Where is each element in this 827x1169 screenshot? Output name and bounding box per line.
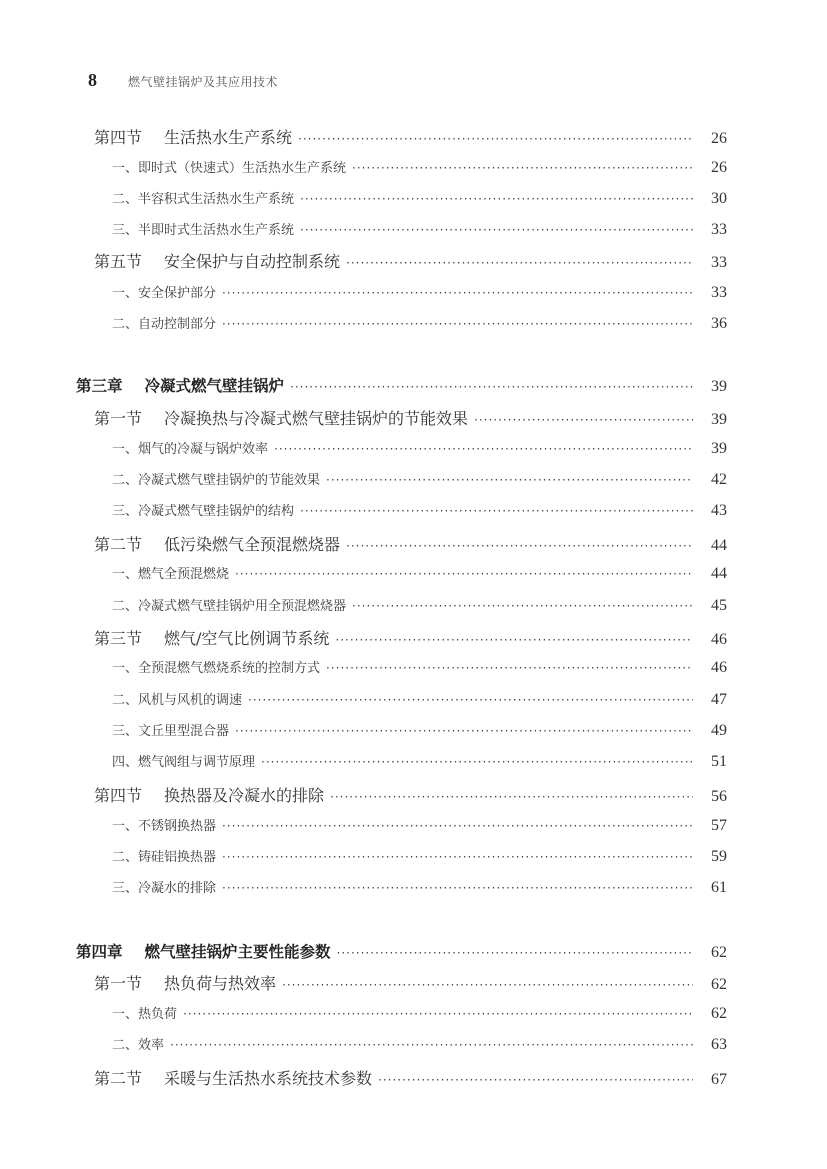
toc-entry-title	[94, 249, 340, 272]
toc-entry-title: 三、冷凝式燃气壁挂锅炉的结构	[112, 504, 295, 519]
dot-leader	[352, 161, 693, 175]
toc-subsection-entry	[112, 219, 727, 239]
toc-page-number: 26	[711, 159, 727, 176]
toc-entry-title	[94, 532, 340, 555]
toc-page-number: 39	[711, 440, 727, 457]
running-title: 燃气壁挂锅炉及其应用技术	[128, 75, 279, 89]
dot-leader	[222, 286, 693, 300]
toc-page-number: 33	[711, 284, 727, 301]
toc-subsection-entry	[112, 563, 727, 583]
dot-leader	[235, 567, 693, 581]
dot-leader	[235, 724, 693, 738]
toc-page-number: 44	[711, 537, 727, 554]
toc-entry-title: 一、即时式（快速式）生活热水生产系统	[112, 161, 347, 176]
toc-section-entry	[94, 125, 727, 148]
toc-entry-text: 冷凝换热与冷凝式燃气壁挂锅炉的节能效果	[164, 409, 469, 428]
toc-entry-text: 安全保护与自动控制系统	[164, 252, 341, 271]
toc-entry-title: 二、冷凝式燃气壁挂锅炉的节能效果	[112, 473, 321, 488]
toc-subsection-entry	[112, 500, 727, 520]
toc-section-entry	[94, 406, 727, 429]
toc-page-number: 51	[711, 753, 727, 770]
toc-page-number: 62	[711, 944, 727, 961]
dot-leader	[222, 317, 693, 331]
toc-page-number: 33	[711, 221, 727, 238]
dot-leader	[346, 539, 693, 553]
dot-leader	[335, 633, 693, 647]
toc-page-number: 39	[711, 411, 727, 428]
toc-entry-text: 低污染燃气全预混燃烧器	[164, 535, 341, 554]
toc-entry-title: 三、半即时式生活热水生产系统	[112, 223, 295, 238]
toc-page-number: 56	[711, 788, 727, 805]
toc-page-number: 33	[711, 254, 727, 271]
toc-subsection-entry	[112, 751, 727, 771]
toc-page-number: 39	[711, 378, 727, 395]
dot-leader	[290, 380, 693, 394]
toc-subsection-entry	[112, 657, 727, 677]
toc-subsection-entry	[112, 595, 727, 615]
toc-entry-number: 第二节	[94, 1069, 143, 1088]
toc-entry-title: 一、烟气的冷凝与锅炉效率	[112, 442, 269, 457]
dot-leader	[330, 790, 693, 804]
toc-subsection-entry	[112, 877, 727, 897]
toc-entry-number: 第二节	[94, 535, 143, 554]
dot-leader	[326, 661, 693, 675]
dot-leader	[222, 850, 693, 864]
page-header	[88, 70, 278, 91]
dot-leader	[352, 599, 693, 613]
dot-leader	[222, 819, 693, 833]
toc-page-number: 46	[711, 659, 727, 676]
toc-entry-title: 一、全预混燃气燃烧系统的控制方式	[112, 661, 321, 676]
toc-entry-title: 二、效率	[112, 1038, 165, 1053]
dot-leader	[222, 881, 693, 895]
toc-page-number: 45	[711, 597, 727, 614]
dot-leader	[346, 256, 693, 270]
toc-subsection-entry	[112, 282, 727, 302]
dot-leader	[170, 1038, 693, 1052]
toc-entry-number: 第三节	[94, 629, 143, 648]
toc-page-number: 63	[711, 1036, 727, 1053]
toc-entry-title: 二、自动控制部分	[112, 317, 217, 332]
toc-entry-text: 燃气/空气比例调节系统	[164, 629, 330, 648]
dot-leader	[300, 504, 693, 518]
toc-entry-title: 二、铸硅铝换热器	[112, 850, 217, 865]
dot-leader	[183, 1007, 693, 1021]
toc-entry-title: 二、半容积式生活热水生产系统	[112, 192, 295, 207]
toc-entry-title: 一、热负荷	[112, 1007, 178, 1022]
toc-entry-title	[94, 125, 292, 148]
toc-entry-title	[76, 940, 331, 962]
toc-page-number: 62	[711, 976, 727, 993]
toc-entry-number: 第三章	[76, 377, 123, 395]
toc-entry-title	[94, 626, 329, 649]
toc-entry-text: 采暖与生活热水系统技术参数	[164, 1069, 373, 1088]
dot-leader	[378, 1073, 693, 1087]
toc-subsection-entry	[112, 157, 727, 177]
toc-entry-number: 第五节	[94, 252, 143, 271]
toc-section-entry	[94, 626, 727, 649]
toc-entry-number: 第一节	[94, 409, 143, 428]
toc-subsection-entry	[112, 188, 727, 208]
toc-chapter-entry	[76, 940, 727, 962]
toc-entry-title	[94, 1066, 372, 1089]
toc-entry-text: 换热器及冷凝水的排除	[164, 786, 325, 805]
toc-page-number: 57	[711, 817, 727, 834]
toc-section-entry	[94, 783, 727, 806]
toc-page-number: 59	[711, 848, 727, 865]
toc-entry-title: 三、文丘里型混合器	[112, 724, 230, 739]
dot-leader	[300, 223, 693, 237]
toc-subsection-entry	[112, 815, 727, 835]
page-number: 8	[88, 70, 97, 90]
toc-subsection-entry	[112, 1034, 727, 1054]
toc-entry-title	[94, 406, 468, 429]
toc-entry-title	[94, 971, 276, 994]
toc-entry-number: 第四节	[94, 786, 143, 805]
toc-entry-text: 燃气壁挂锅炉主要性能参数	[144, 943, 331, 961]
toc-entry-title: 二、风机与风机的调速	[112, 693, 243, 708]
toc-entry-text: 热负荷与热效率	[164, 974, 277, 993]
toc-chapter-entry	[76, 374, 727, 396]
toc-page-number: 61	[711, 879, 727, 896]
dot-leader	[274, 442, 693, 456]
toc-page-number: 36	[711, 315, 727, 332]
toc-entry-number: 第四节	[94, 128, 143, 147]
toc-page-number: 44	[711, 565, 727, 582]
toc-page-number: 46	[711, 631, 727, 648]
toc-page-number: 49	[711, 722, 727, 739]
dot-leader	[300, 192, 693, 206]
toc-subsection-entry	[112, 846, 727, 866]
toc-subsection-entry	[112, 438, 727, 458]
toc-page-number: 42	[711, 471, 727, 488]
toc-entry-title: 一、不锈钢换热器	[112, 819, 217, 834]
dot-leader	[326, 473, 693, 487]
toc-entry-title: 二、冷凝式燃气壁挂锅炉用全预混燃烧器	[112, 599, 347, 614]
toc-page-number: 30	[711, 190, 727, 207]
dot-leader	[261, 755, 693, 769]
toc-page-number: 67	[711, 1071, 727, 1088]
toc-entry-title: 一、燃气全预混燃烧	[112, 567, 230, 582]
toc-page-number: 43	[711, 502, 727, 519]
toc-page-number: 26	[711, 130, 727, 147]
toc-entry-text: 冷凝式燃气壁挂锅炉	[144, 377, 285, 395]
dot-leader	[248, 693, 693, 707]
toc-subsection-entry	[112, 469, 727, 489]
toc-subsection-entry	[112, 313, 727, 333]
dot-leader	[282, 978, 693, 992]
toc-section-entry	[94, 971, 727, 994]
toc-entry-title: 一、安全保护部分	[112, 286, 217, 301]
toc-entry-title	[94, 783, 324, 806]
toc-entry-title: 三、冷凝水的排除	[112, 881, 217, 896]
toc-entry-number: 第一节	[94, 974, 143, 993]
dot-leader	[298, 132, 693, 146]
toc-page-number: 62	[711, 1005, 727, 1022]
toc-subsection-entry	[112, 689, 727, 709]
toc-entry-text: 生活热水生产系统	[164, 128, 293, 147]
dot-leader	[474, 413, 693, 427]
toc-section-entry	[94, 532, 727, 555]
toc-section-entry	[94, 1066, 727, 1089]
toc-entry-title	[76, 374, 284, 396]
toc-page-number: 47	[711, 691, 727, 708]
toc-entry-title: 四、燃气阀组与调节原理	[112, 755, 256, 770]
toc-entry-number: 第四章	[76, 943, 123, 961]
toc-subsection-entry	[112, 1003, 727, 1023]
dot-leader	[337, 946, 693, 960]
toc-section-entry	[94, 249, 727, 272]
toc-subsection-entry	[112, 720, 727, 740]
